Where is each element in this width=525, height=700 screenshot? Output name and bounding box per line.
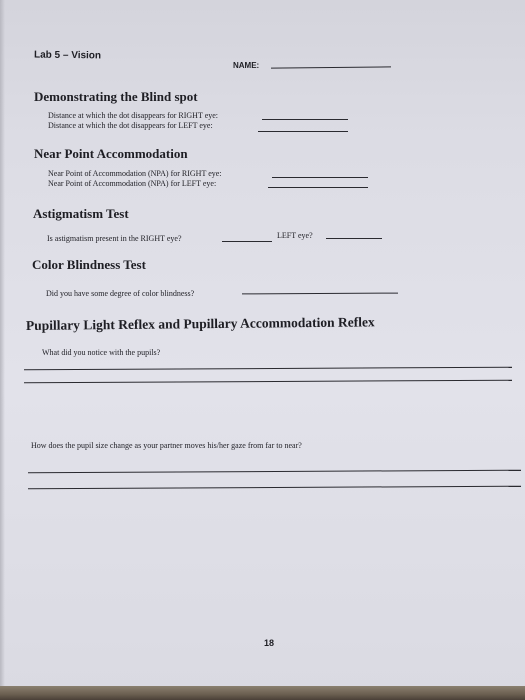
blind-spot-left-answer-line[interactable] [258, 131, 348, 132]
section-title-color-blindness: Color Blindness Test [32, 257, 146, 272]
section-title-pupillary: Pupillary Light Reflex and Pupillary Accommodation Reflex [25, 314, 375, 333]
astigmatism-right-question: Is astigmatism present in the RIGHT eye? [47, 234, 182, 243]
npa-right-answer-line[interactable] [272, 177, 368, 178]
name-label: NAME: [233, 61, 260, 70]
astigmatism-right-answer-line[interactable] [222, 241, 272, 242]
pupils-observation-answer-line-2[interactable] [24, 380, 512, 384]
section-title-near-point: Near Point Accommodation [34, 146, 188, 161]
name-field-line[interactable] [271, 66, 391, 68]
page-number: 18 [264, 638, 275, 648]
pupils-observation-question: What did you notice with the pupils? [42, 348, 161, 357]
table-surface [0, 686, 525, 700]
pupils-observation-answer-line-1[interactable] [24, 367, 512, 371]
lab-title: Lab 5 – Vision [33, 49, 102, 62]
npa-left-question: Near Point of Accommodation (NPA) for LEFT eye: [48, 179, 217, 188]
blind-spot-left-question: Distance at which the dot disappears for LEFT eye: [48, 121, 213, 130]
pupil-size-answer-line-1[interactable] [28, 470, 521, 474]
astigmatism-left-answer-line[interactable] [326, 238, 382, 239]
page-edge-shadow [0, 0, 5, 700]
blind-spot-right-question: Distance at which the dot disappears for RIGHT eye: [48, 111, 219, 120]
pupil-size-change-question: How does the pupil size change as your partner moves his/her gaze from far to near? [31, 441, 302, 450]
npa-right-question: Near Point of Accommodation (NPA) for RIGHT eye: [48, 169, 222, 178]
pupil-size-answer-line-2[interactable] [28, 486, 521, 490]
npa-left-answer-line[interactable] [268, 187, 368, 188]
astigmatism-left-question: LEFT eye? [277, 231, 313, 240]
color-blindness-question: Did you have some degree of color blindness? [46, 289, 195, 298]
section-title-blind-spot: Demonstrating the Blind spot [34, 89, 198, 104]
section-title-astigmatism: Astigmatism Test [33, 206, 129, 221]
blind-spot-right-answer-line[interactable] [262, 119, 348, 120]
color-blindness-answer-line[interactable] [242, 293, 398, 295]
